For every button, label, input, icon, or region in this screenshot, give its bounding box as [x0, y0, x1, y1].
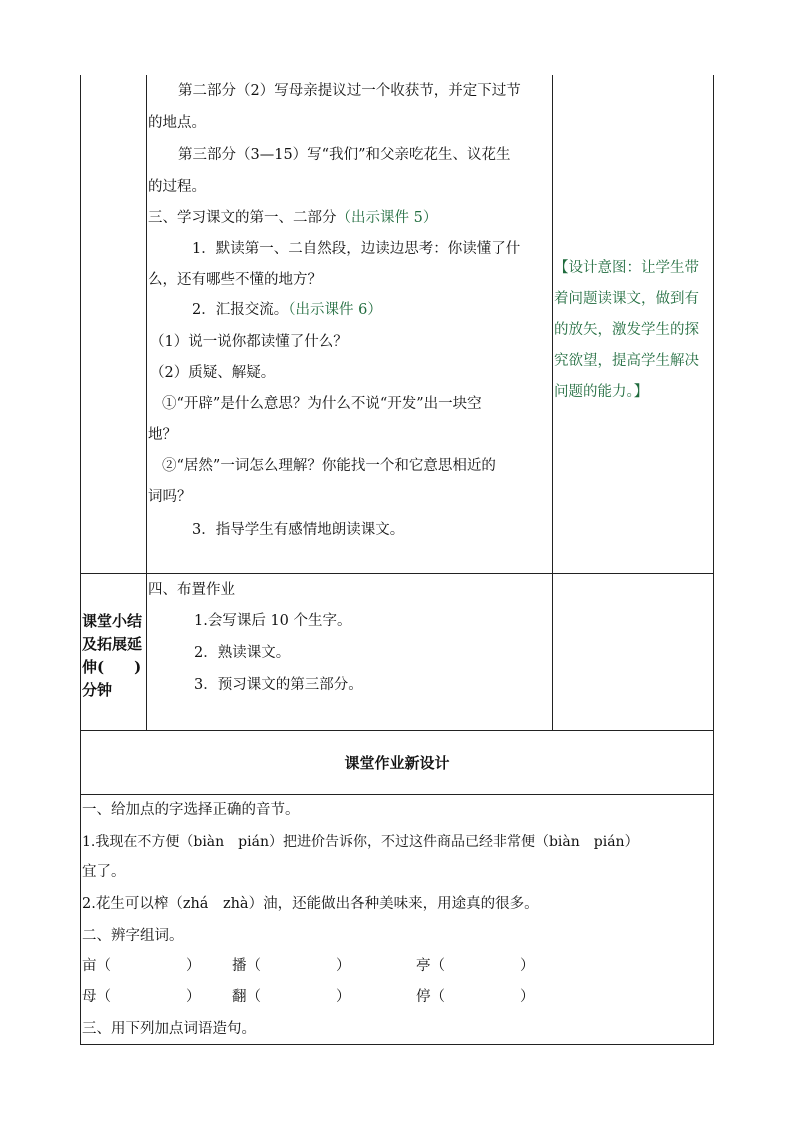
homework-title: 课堂作业新设计 [344, 754, 450, 772]
table-border-bottom [80, 1044, 714, 1045]
word-blank: 翻（ [232, 989, 261, 1005]
question-2-title: 二、辨字组词。 [82, 928, 184, 944]
summary-label-line: 课堂小结 [82, 612, 143, 630]
summary-label [82, 610, 148, 702]
lesson-line: 1．默读第一、二自然段，边读边思考：你读懂了什 [192, 241, 521, 257]
word-blank-close: ） [336, 989, 351, 1005]
lesson-line: ①“开辟”是什么意思？为什么不说“开发”出一块空 [162, 396, 482, 412]
question-3-title: 三、用下列加点词语造句。 [82, 1021, 256, 1037]
lesson-line [192, 300, 382, 320]
section-heading [148, 208, 437, 228]
word-blank: 母（ [82, 989, 111, 1005]
courseware-ref: （出示课件 5） [336, 210, 438, 226]
design-note-line: 【设计意图：让学生带 [554, 260, 699, 276]
row-divider-1 [80, 573, 714, 574]
lesson-line: 的过程。 [148, 179, 206, 195]
word-blank: 停（ [416, 989, 445, 1005]
word-blank: 亩（ [82, 958, 111, 974]
summary-line: 2．熟读课文。 [194, 645, 291, 661]
question-1-item-1-cont: 宜了。 [82, 864, 126, 880]
lesson-line: ②“居然”一词怎么理解？你能找一个和它意思相近的 [162, 458, 496, 474]
lesson-step-text: 2．汇报交流。 [192, 302, 289, 318]
word-blank-close: ） [336, 958, 351, 974]
summary-label-line: 及拓展延 [82, 635, 143, 653]
design-note-line: 着问题读课文，做到有 [554, 291, 699, 307]
column-divider-2 [552, 75, 553, 730]
question-1-item-1: 1.我现在不方便（biàn pián）把进价告诉你，不过这件商品已经非常便（biàn pián） [82, 834, 639, 850]
word-blank-close: ） [186, 958, 201, 974]
word-blank: 播（ [232, 958, 261, 974]
lesson-line: 第二部分（2）写母亲提议过一个收获节，并定下过节 [178, 83, 521, 99]
lesson-line: 3．指导学生有感情地朗读课文。 [192, 522, 405, 538]
lesson-line: 地？ [148, 427, 177, 443]
summary-label-line: 分钟 [82, 681, 113, 699]
lesson-line: （1）说一说你都读懂了什么？ [150, 334, 348, 350]
lesson-line: 词吗？ [148, 489, 192, 505]
word-blank-close: ） [520, 989, 535, 1005]
question-1-title: 一、给加点的字选择正确的音节。 [82, 802, 300, 818]
design-note-line: 的放矢，激发学生的探 [554, 322, 699, 338]
table-border-left [80, 75, 81, 1045]
courseware-ref: （出示课件 6） [288, 302, 382, 318]
summary-label-line: 伸( ) [82, 658, 142, 676]
lesson-line: （2）质疑、解疑。 [150, 365, 276, 381]
row-divider-3 [80, 794, 714, 795]
lesson-line: 么，还有哪些不懂的地方？ [148, 272, 322, 288]
row-divider-2 [80, 730, 714, 731]
design-note-line: 究欲望，提高学生解决 [554, 353, 699, 369]
lesson-line: 的地点。 [148, 115, 206, 131]
summary-line: 1.会写课后 10 个生字。 [194, 613, 352, 629]
word-blank: 亭（ [416, 958, 445, 974]
table-border-right [713, 75, 714, 1045]
word-blank-close: ） [520, 958, 535, 974]
lesson-line: 第三部分（3—15）写“我们”和父亲吃花生、议花生 [178, 147, 511, 163]
design-note-line: 问题的能力。】 [554, 384, 649, 400]
word-blank-close: ） [186, 989, 201, 1005]
summary-line: 3．预习课文的第三部分。 [194, 677, 363, 693]
summary-line: 四、布置作业 [148, 582, 235, 598]
question-1-item-2: 2.花生可以榨（zhá zhà）油，还能做出各种美味来，用途真的很多。 [82, 896, 539, 912]
section-heading-text: 三、学习课文的第一、二部分 [148, 210, 337, 226]
